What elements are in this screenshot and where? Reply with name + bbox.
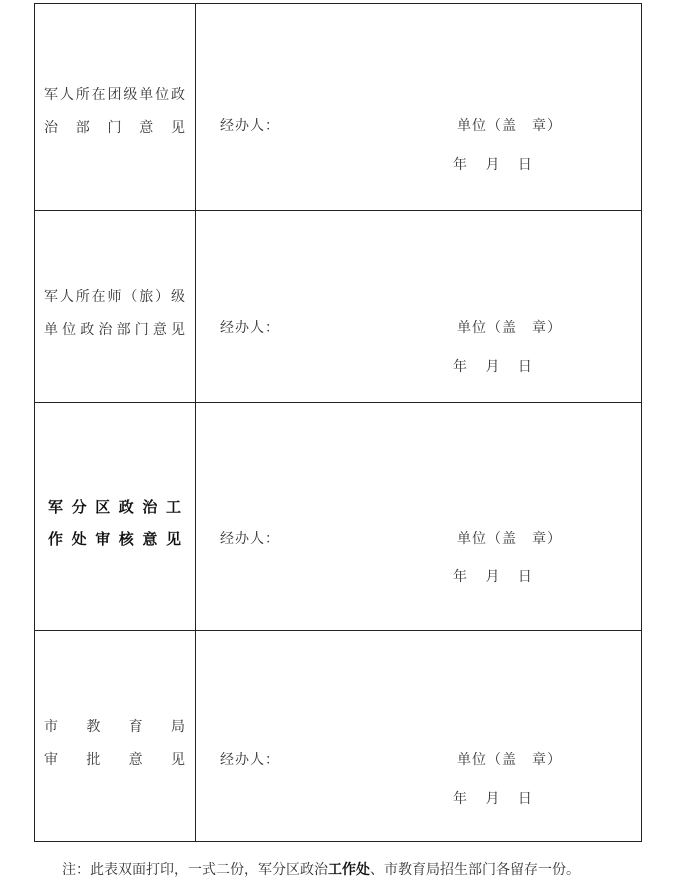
- row-label-cell: [35, 403, 196, 630]
- row-label-line: 军人所在师（旅）级: [44, 289, 186, 305]
- row-label-cell: [35, 211, 196, 402]
- seal-label: 单位（盖 章）: [457, 118, 562, 134]
- seal-label: 单位（盖 章）: [457, 531, 562, 547]
- handler-label: 经办人：: [220, 118, 280, 134]
- opinion-cell[interactable]: [196, 4, 641, 210]
- approval-form-table: [34, 3, 642, 842]
- opinion-cell[interactable]: [196, 631, 641, 841]
- footnote: [62, 861, 580, 879]
- row-label-line: 审 批 意 见: [44, 752, 186, 768]
- date-label: 年 月 日: [453, 157, 532, 173]
- seal-label: 单位（盖 章）: [457, 320, 562, 336]
- row-label-line: 治 部 门 意 见: [44, 120, 186, 136]
- seal-label: 单位（盖 章）: [457, 752, 562, 768]
- row-label-cell: [35, 631, 196, 841]
- row-education-bureau-approval: [35, 630, 641, 841]
- row-regiment-political-dept: [35, 4, 641, 210]
- row-label-line: 作处审核意见: [48, 530, 182, 548]
- row-label-line: 军分区政治工: [48, 498, 182, 516]
- handler-label: 经办人：: [220, 320, 280, 336]
- row-label-line: 市 教 育 局: [44, 719, 186, 735]
- footnote-emphasis: 工作处: [328, 862, 370, 878]
- row-label-cell: [35, 4, 196, 210]
- date-label: 年 月 日: [453, 359, 532, 375]
- row-military-subdistrict-review: [35, 402, 641, 630]
- row-label-line: 单位政治部门意见: [44, 322, 186, 338]
- row-label-line: 军人所在团级单位政: [44, 87, 186, 103]
- date-label: 年 月 日: [453, 791, 532, 807]
- row-division-political-dept: [35, 210, 641, 402]
- footnote-suffix: 、市教育局招生部门各留存一份。: [370, 862, 580, 878]
- date-label: 年 月 日: [453, 569, 532, 585]
- footnote-prefix: 注：此表双面打印，一式二份，军分区政治: [62, 862, 328, 878]
- opinion-cell[interactable]: [196, 403, 641, 630]
- handler-label: 经办人：: [220, 752, 280, 768]
- opinion-cell[interactable]: [196, 211, 641, 402]
- handler-label: 经办人：: [220, 531, 280, 547]
